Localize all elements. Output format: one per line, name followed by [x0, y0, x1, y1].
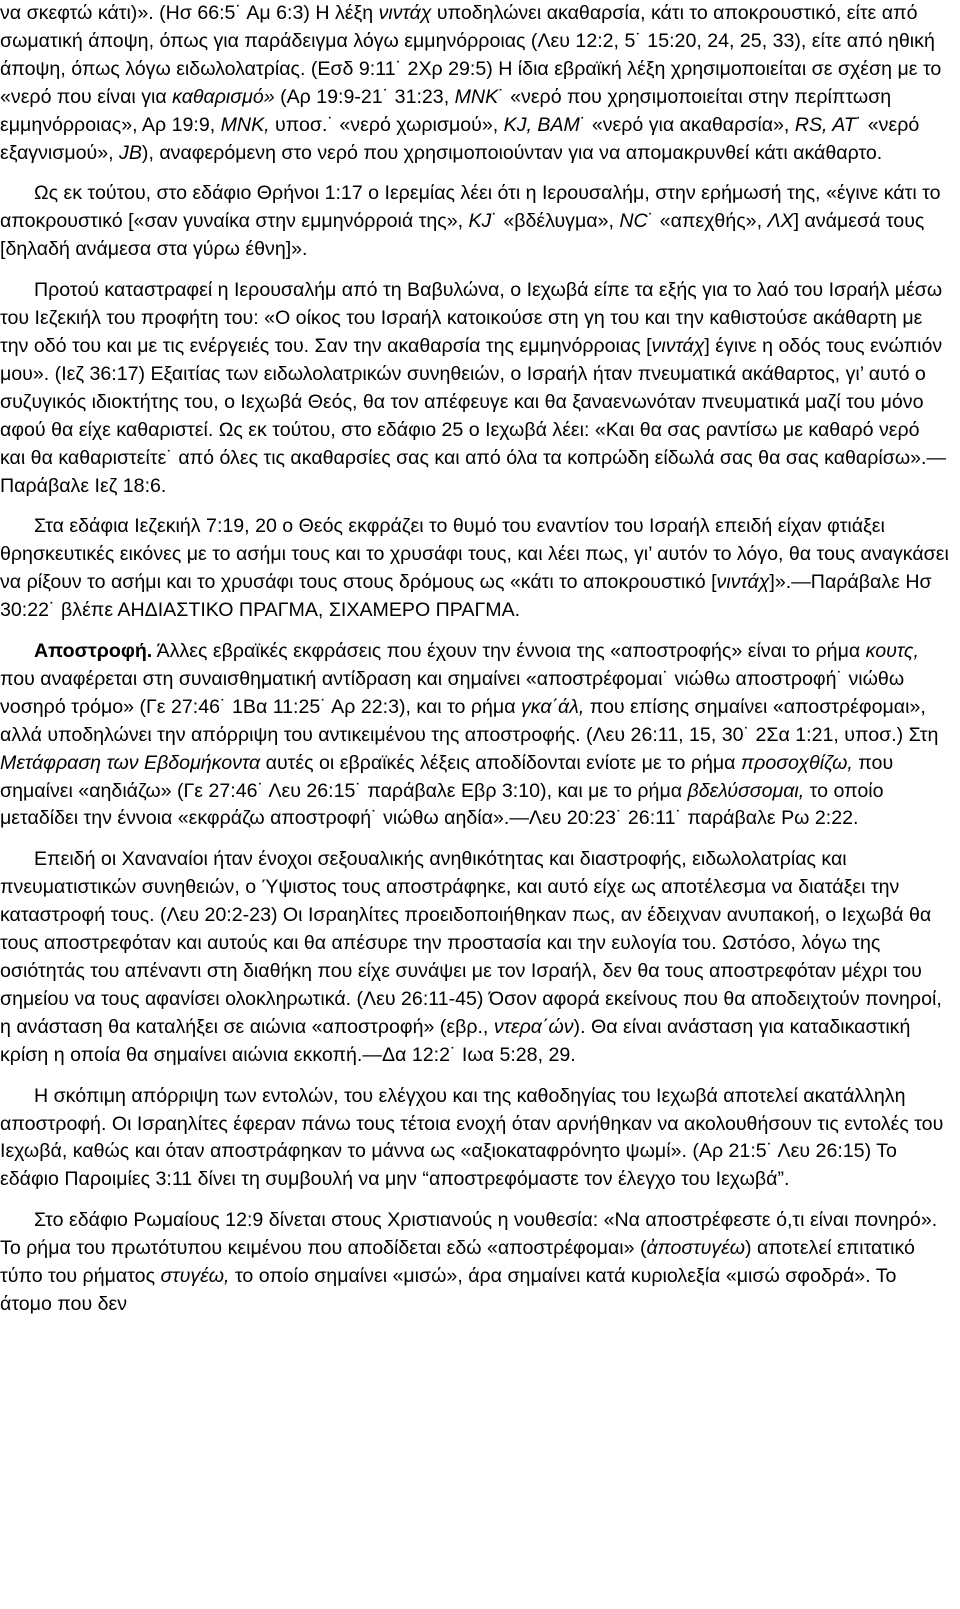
text-segment: Ως εκ τούτου, στο εδάφιο Θρήνοι 1:17 ο Ιερεμίας λέει ότι η Ιερουσαλήμ, στην ερήμωσή της, «έγινε κάτι το αποκρουστικό [«σαν γυναίκα στην εμμηνόρροιά της», — [0, 182, 941, 233]
text-segment: RS, AT — [794, 113, 856, 136]
text-segment: ]».—Παράβαλε Ησ 30:22˙ βλέπε ΑΗΔΙΑΣΤΙΚΟ ΠΡΑΓΜΑ, ΣΙΧΑΜΕΡΟ ΠΡΑΓΜΑ. — [0, 571, 932, 622]
text-segment: ˙ «απεχθής», — [647, 210, 768, 233]
text-segment: ), αναφερόμενη στο νερό που χρησιμοποιούνταν για να απομακρυνθεί κάτι ακάθαρτο. — [141, 141, 883, 164]
text-segment: ΜΝΚ, — [220, 113, 270, 136]
text-segment: ). Θα είναι ανάσταση για καταδικαστική κρίση η οποία θα σημαίνει αιώνια εκκοπή.—Δα 12:2˙ Ιωα 5:28, 29. — [0, 1015, 911, 1066]
text-segment: ˙ «νερό εξαγνισμού», — [0, 113, 920, 164]
text-segment: Επειδή οι Χαναναίοι ήταν ένοχοι σεξουαλικής ανηθικότητας και διαστροφής, ειδωλολατρίας και πνευματιστικών συνηθειών, ο Ύψιστος τους αποστράφηκε, και αυτό είχε ως αποτέλεσμα να διατάξει την καταστροφή τους. (Λευ 20:2-23) Οι Ισραηλίτες προειδοποιήθηκαν πως, αν έδειχναν ανυπακοή, ο Ιεχωβά θα τους αποστρεφόταν και αυτούς και θα απέσυρε την προστασία και την ευλογία του. Ωστόσο, λόγω της οσιότητάς του απέναντι στη διαθήκη που είχε συνάψει με τον Ισραήλ, δεν θα τους αποστρεφόταν μέχρι του σημείου να τους αφανίσει ολοκληρωτικά. (Λευ 26:11-45) Όσον αφορά εκείνους που θα αποδειχτούν πονηροί, η ανάσταση θα καταλήξει σε αιώνια «αποστροφή» (εβρ., — [0, 848, 942, 1038]
paragraph-7 — [0, 1083, 950, 1195]
text-segment: Στα εδάφια Ιεζεκιήλ 7:19, 20 ο Θεός εκφράζει το θυμό του εναντίον του Ισραήλ επειδή είχαν φτιάξει θρησκευτικές εικόνες με το ασήμι τους και το χρυσάφι τους, και λέει πως, γι’ αυτόν το λόγο, θα τους αναγκάσει να ρίξουν το ασήμι και το χρυσάφι τους στους δρόμους ως «κάτι το αποκρουστικό [ — [0, 515, 949, 594]
text-segment: που επίσης σημαίνει «αποστρέφομαι», αλλά υποδηλώνει την απόρριψη του αντικειμένου της αποστροφής. (Λευ 26:11, 15, 30˙ 2Σα 1:21, υποσ.) Στη — [0, 695, 939, 746]
text-segment: Η σκόπιμη απόρριψη των εντολών, του ελέγχου και της καθοδηγίας του Ιεχωβά αποτελεί ακατάλληλη αποστροφή. Οι Ισραηλίτες έφεραν πάνω τους τέτοια ενοχή όταν αρνήθηκαν να ακολουθήσουν τις εντολές του Ιεχωβά, καθώς και όταν αποστράφηκαν το μάννα ως «αξιοκαταφρόνητο ψωμί». (Αρ 21:5˙ Λευ 26:15) Το εδάφιο Παροιμίες 3:11 δίνει τη συμβουλή να μην “αποστρεφόμαστε τον έλεγχο του Ιεχωβά”. — [0, 1084, 944, 1191]
paragraph-3 — [0, 277, 950, 500]
text-segment: κουτς, — [865, 640, 919, 663]
text-segment: γκα΄άλ, — [520, 695, 585, 718]
text-segment: προσοχθίζω, — [740, 751, 853, 774]
text-segment: καθαρισμό» — [172, 85, 275, 108]
text-segment: ) αποτελεί επιτατικό τύπο του ρήματος — [0, 1237, 915, 1288]
text-segment: ΛΧ — [767, 210, 794, 233]
paragraph-1 — [0, 0, 950, 167]
text-segment: το οποίο σημαίνει «μισώ», άρα σημαίνει κατά κυριολεξία «μισώ σφοδρά». Το άτομο που δεν — [0, 1265, 897, 1315]
text-segment: ] ανάμεσά τους [δηλαδή ανάμεσα στα γύρω έθνη]». — [0, 210, 925, 261]
text-segment: Προτού καταστραφεί η Ιερουσαλήμ από τη Βαβυλώνα, ο Ιεχωβά είπε τα εξής για το λαό του Ισραήλ μέσω του Ιεζεκιήλ του προφήτη του: «Ο οίκος του Ισραήλ κατοικούσε στη γη του και την καθιστούσε ακάθαρτη με την οδό του και με τις ενέργειές του. Σαν την ακαθαρσία της εμμηνόρροιας [ — [0, 279, 943, 357]
text-segment: Άλλες εβραϊκές εκφράσεις που έχουν την έννοια της «αποστροφής» είναι το ρήμα — [152, 640, 866, 663]
paragraph-6 — [0, 846, 950, 1069]
text-segment: υποδηλώνει ακαθαρσία, κάτι το αποκρουστικό, είτε από σωματική άποψη, όπως για παράδειγμα λόγω εμμηνόρροιας (Λευ 12:2, 5˙ 15:20, 24, 25, 33), είτε από ηθική άποψη, όπως λόγω ειδωλολατρίας. (Εσδ 9:11˙ 2Χρ 29:5) Η ίδια εβραϊκή λέξη χρησιμοποιείται σε σχέση με το «νερό που είναι για — [0, 2, 942, 108]
section-heading: Αποστροφή. — [34, 640, 153, 663]
text-segment: αυτές οι εβραϊκές λέξεις αποδίδονται ενίοτε με το ρήμα — [260, 751, 741, 774]
text-segment: ˙ «βδέλυγμα», — [491, 210, 620, 233]
text-segment: KJ, ΒΑΜ — [503, 113, 580, 136]
text-segment: ΜΝΚ — [454, 85, 499, 108]
text-segment: υποσ.˙ «νερό χωρισμού», — [269, 113, 504, 136]
paragraph-2 — [0, 180, 950, 264]
text-segment: νιντάχ — [716, 571, 770, 594]
text-segment: βδελύσσομαι, — [687, 779, 805, 802]
text-segment: να σκεφτώ κάτι)». (Ησ 66:5˙ Αμ 6:3) Η λέξη — [0, 2, 379, 24]
text-segment: το οποίο μεταδίδει την έννοια «εκφράζω αποστροφή˙ νιώθω αηδία».—Λευ 20:23˙ 26:11˙ παράβαλε Ρω 2:22. — [0, 779, 884, 830]
text-segment: Μετάφραση των Εβδομήκοντα — [0, 751, 261, 774]
paragraph-5-apostrofi — [0, 638, 950, 833]
text-segment: ˙ «νερό για ακαθαρσία», — [579, 113, 795, 136]
text-segment: ˙ «νερό που χρησιμοποιείται στην περίπτωση εμμηνόρροιας», Αρ 19:9, — [0, 85, 892, 136]
text-segment: που αναφέρεται στη συναισθηματική αντίδραση και σημαίνει «αποστρέφομαι˙ νιώθω αποστροφή˙ νιώθω νοσηρό τρόμο» (Γε 27:46˙ 1Βα 11:25˙ Αρ 22:3), και το ρήμα — [0, 667, 905, 718]
text-segment: ] έγινε η οδός τους ενώπιόν μου». (Ιεζ 36:17) Εξαιτίας των ειδωλολατρικών συνηθειών, ο Ισραήλ ήταν πνευματικά ακάθαρτος, γι’ αυτό ο συζυγικός ιδιοκτήτης του, ο Ιεχωβά Θεός, θα τον απέφευγε και θα ξαναενωνόταν πνευματικά μαζί του μόνο αφού θα είχε καθαριστεί. Ως εκ τούτου, στο εδάφιο 25 ο Ιεχωβά λέει: «Και θα σας ραντίσω με καθαρό νερό και θα καθαριστείτε˙ από όλες τις ακαθαρσίες σας και από όλα τα κοπρώδη είδωλά σας θα σας καθαρίσω».—Παράβαλε Ιεζ 18:6. — [0, 334, 947, 497]
paragraph-8 — [0, 1207, 950, 1319]
text-segment: JB — [119, 141, 142, 164]
text-segment: νιντάχ — [651, 334, 705, 357]
text-segment: ντερα΄ών — [493, 1015, 574, 1038]
text-segment: (Αρ 19:9-21˙ 31:23, — [274, 85, 455, 108]
text-segment: ἀποστυγέω — [646, 1237, 746, 1260]
text-segment: που σημαίνει «αηδιάζω» (Γε 27:46˙ Λευ 26:15˙ παράβαλε Εβρ 3:10), και με το ρήμα — [0, 751, 894, 802]
paragraph-4 — [0, 513, 950, 625]
text-segment: Στο εδάφιο Ρωμαίους 12:9 δίνεται στους Χριστιανούς η νουθεσία: «Να αποστρέφεστε ό,τι είναι πονηρό». Το ρήμα του πρωτότυπου κειμένου που αποδίδεται εδώ «αποστρέφομαι» ( — [0, 1209, 938, 1260]
text-segment: KJ — [468, 210, 492, 233]
text-segment: νιντάχ — [378, 2, 432, 24]
text-segment: NC — [619, 210, 648, 233]
text-segment: στυγέω, — [160, 1265, 230, 1288]
